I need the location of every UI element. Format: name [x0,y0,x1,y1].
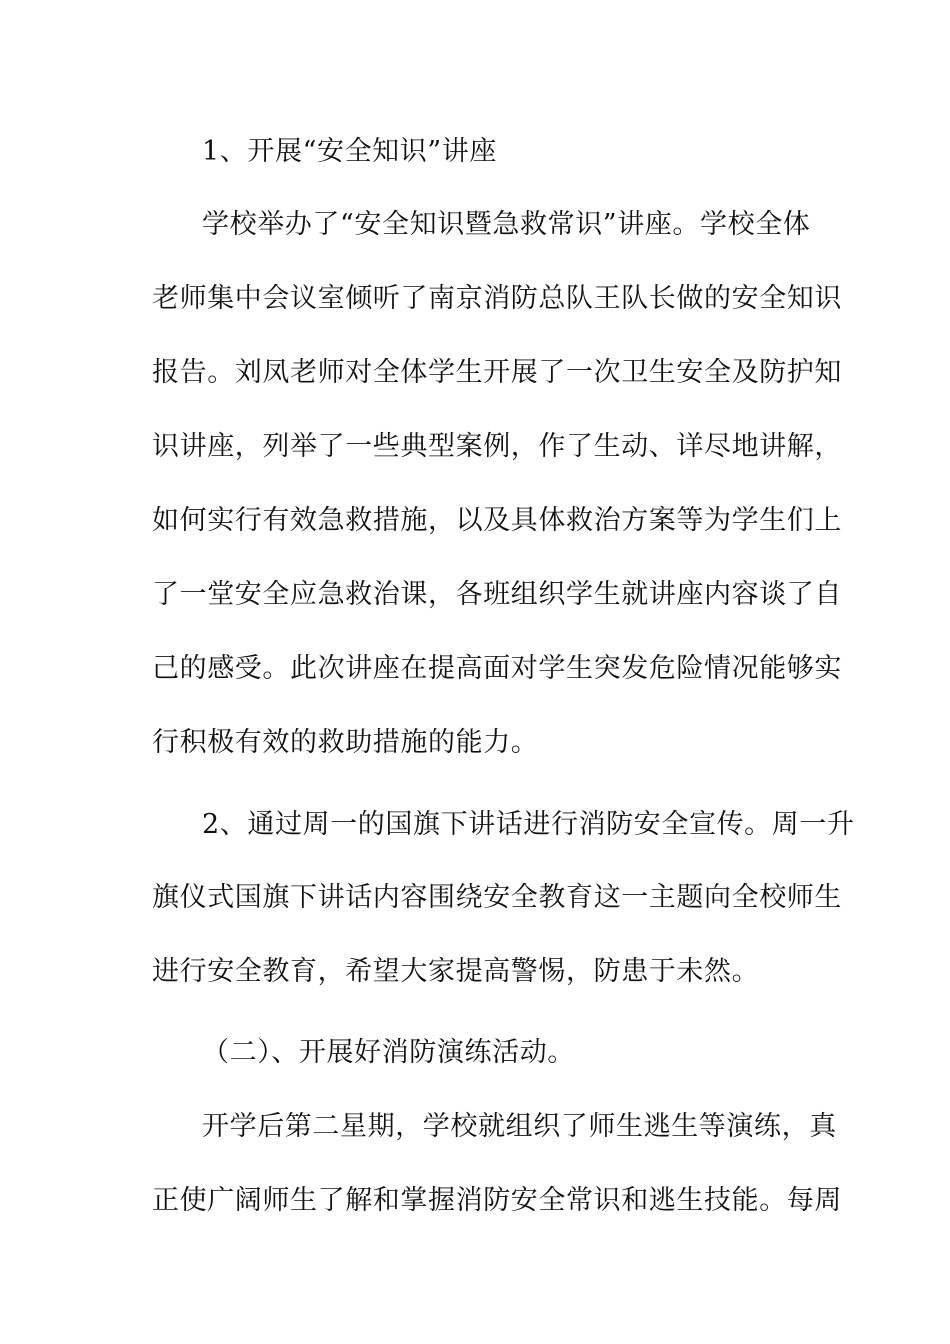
paragraph-line: 老师集中会议室倾听了南京消防总队王队长做的安全知识 [152,283,842,314]
section-heading-fire-drill: （二）、开展好消防演练活动。 [202,1037,575,1068]
paragraph-line: 了一堂安全应急救治课，各班组织学生就讲座内容谈了自 [152,579,842,610]
paragraph-line: 正使广阔师生了解和掌握消防安全常识和逃生技能。每周 [152,1185,842,1216]
paragraph-line: 2、通过周一的国旗下讲话进行消防安全宣传。周一升 [202,809,855,840]
paragraph-line: 识讲座，列举了一些典型案例，作了生动、详尽地讲解， [152,431,842,462]
paragraph-line: 旗仪式国旗下讲话内容围绕安全教育这一主题向全校师生 [152,882,842,913]
paragraph-line: 进行安全教育，希望大家提高警惕，防患于未然。 [152,956,760,987]
heading-safety-lecture: 1、开展“安全知识”讲座 [202,136,497,167]
paragraph-line: 报告。刘凤老师对全体学生开展了一次卫生安全及防护知 [152,357,842,388]
paragraph-line: 己的感受。此次讲座在提高面对学生突发危险情况能够实 [152,653,842,684]
paragraph-line: 行积极有效的救助措施的能力。 [152,727,539,758]
paragraph-line: 开学后第二星期，学校就组织了师生逃生等演练，真 [202,1111,837,1142]
paragraph-line: 如何实行有效急救措施，以及具体救治方案等为学生们上 [152,505,842,536]
paragraph-line: 学校举办了“安全知识暨急救常识”讲座。学校全体 [202,209,811,240]
